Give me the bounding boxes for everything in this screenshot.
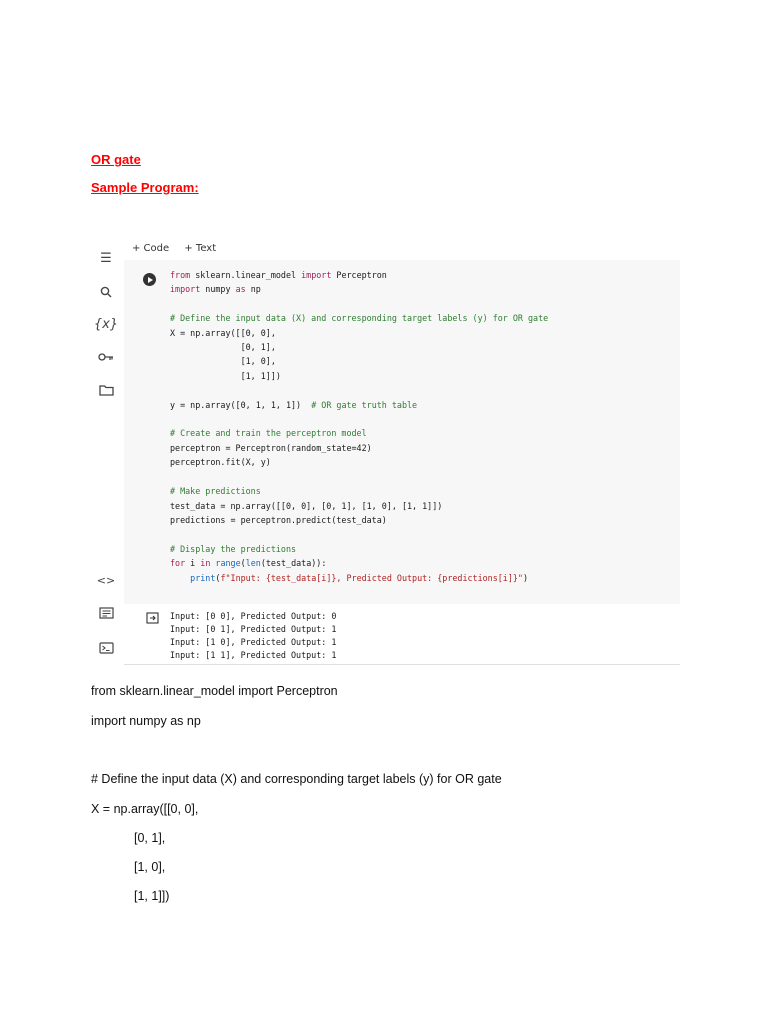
- code-editor[interactable]: [170, 268, 548, 585]
- code-line: # Make predictions: [170, 486, 261, 497]
- colab-sidebar: [86, 236, 126, 668]
- code-line: from sklearn.linear_model import Perceptron: [170, 270, 387, 280]
- code-line: for i in range(len(test_data)):: [170, 558, 327, 569]
- code-line: test_data = np.array([[0, 0], [0, 1], [1, 0], [1, 1]]): [170, 500, 443, 511]
- body-code-line: [1, 0],: [134, 860, 166, 874]
- body-code-line: [1, 1]]): [134, 889, 170, 903]
- output-line: Input: [1 0], Predicted Output: 1: [170, 637, 337, 647]
- code-cell[interactable]: [124, 260, 680, 604]
- code-line: import numpy as np: [170, 284, 261, 295]
- body-code-line: [0, 1],: [134, 831, 166, 845]
- code-line: perceptron.fit(X, y): [170, 457, 271, 468]
- code-line: perceptron = Perceptron(random_state=42): [170, 442, 372, 453]
- toc-icon[interactable]: ☰: [100, 250, 112, 266]
- code-line: # Display the predictions: [170, 543, 297, 554]
- body-code-line: # Define the input data (X) and corresponding target labels (y) for OR gate: [91, 772, 502, 786]
- colab-screenshot: [86, 236, 682, 668]
- variables-icon[interactable]: {x}: [93, 316, 119, 332]
- output-toggle-icon[interactable]: [146, 612, 159, 624]
- code-line: [1, 1]]): [240, 370, 281, 381]
- code-line: y = np.array([0, 1, 1, 1]) # OR gate truth table: [170, 399, 418, 410]
- command-palette-icon[interactable]: [96, 605, 116, 621]
- code-line: # Define the input data (X) and corresponding target labels (y) for OR gate: [170, 313, 549, 324]
- output-line: Input: [0 1], Predicted Output: 1: [170, 624, 337, 634]
- code-line: [0, 1],: [240, 342, 276, 353]
- code-line: print(f"Input: {test_data[i]}, Predicted Output: {predictions[i]}"): [190, 572, 529, 583]
- code-line: [1, 0],: [240, 356, 276, 367]
- output-line: Input: [1 1], Predicted Output: 1: [170, 650, 337, 660]
- terminal-icon[interactable]: [96, 640, 116, 656]
- page-title: OR gate: [91, 152, 141, 167]
- search-icon[interactable]: [96, 284, 116, 300]
- code-line: predictions = perceptron.predict(test_data): [170, 514, 387, 525]
- body-code-line: X = np.array([[0, 0],: [91, 802, 199, 816]
- run-cell-icon[interactable]: [143, 273, 156, 286]
- cell-toolbar: [132, 243, 228, 254]
- add-code-button[interactable]: + Code: [132, 243, 170, 254]
- section-heading: Sample Program:: [91, 180, 199, 195]
- divider: [124, 664, 680, 665]
- key-icon[interactable]: [96, 349, 116, 365]
- add-text-button[interactable]: + Text: [184, 243, 217, 254]
- body-code-line: import numpy as np: [91, 714, 201, 728]
- code-line: # Create and train the perceptron model: [170, 428, 367, 439]
- output-line: Input: [0 0], Predicted Output: 0: [170, 611, 337, 621]
- body-code-line: from sklearn.linear_model import Perceptron: [91, 684, 338, 698]
- folder-icon[interactable]: [96, 382, 116, 398]
- code-line: X = np.array([[0, 0],: [170, 327, 276, 338]
- cell-output: [170, 610, 336, 662]
- code-snippets-icon[interactable]: <>: [96, 573, 116, 587]
